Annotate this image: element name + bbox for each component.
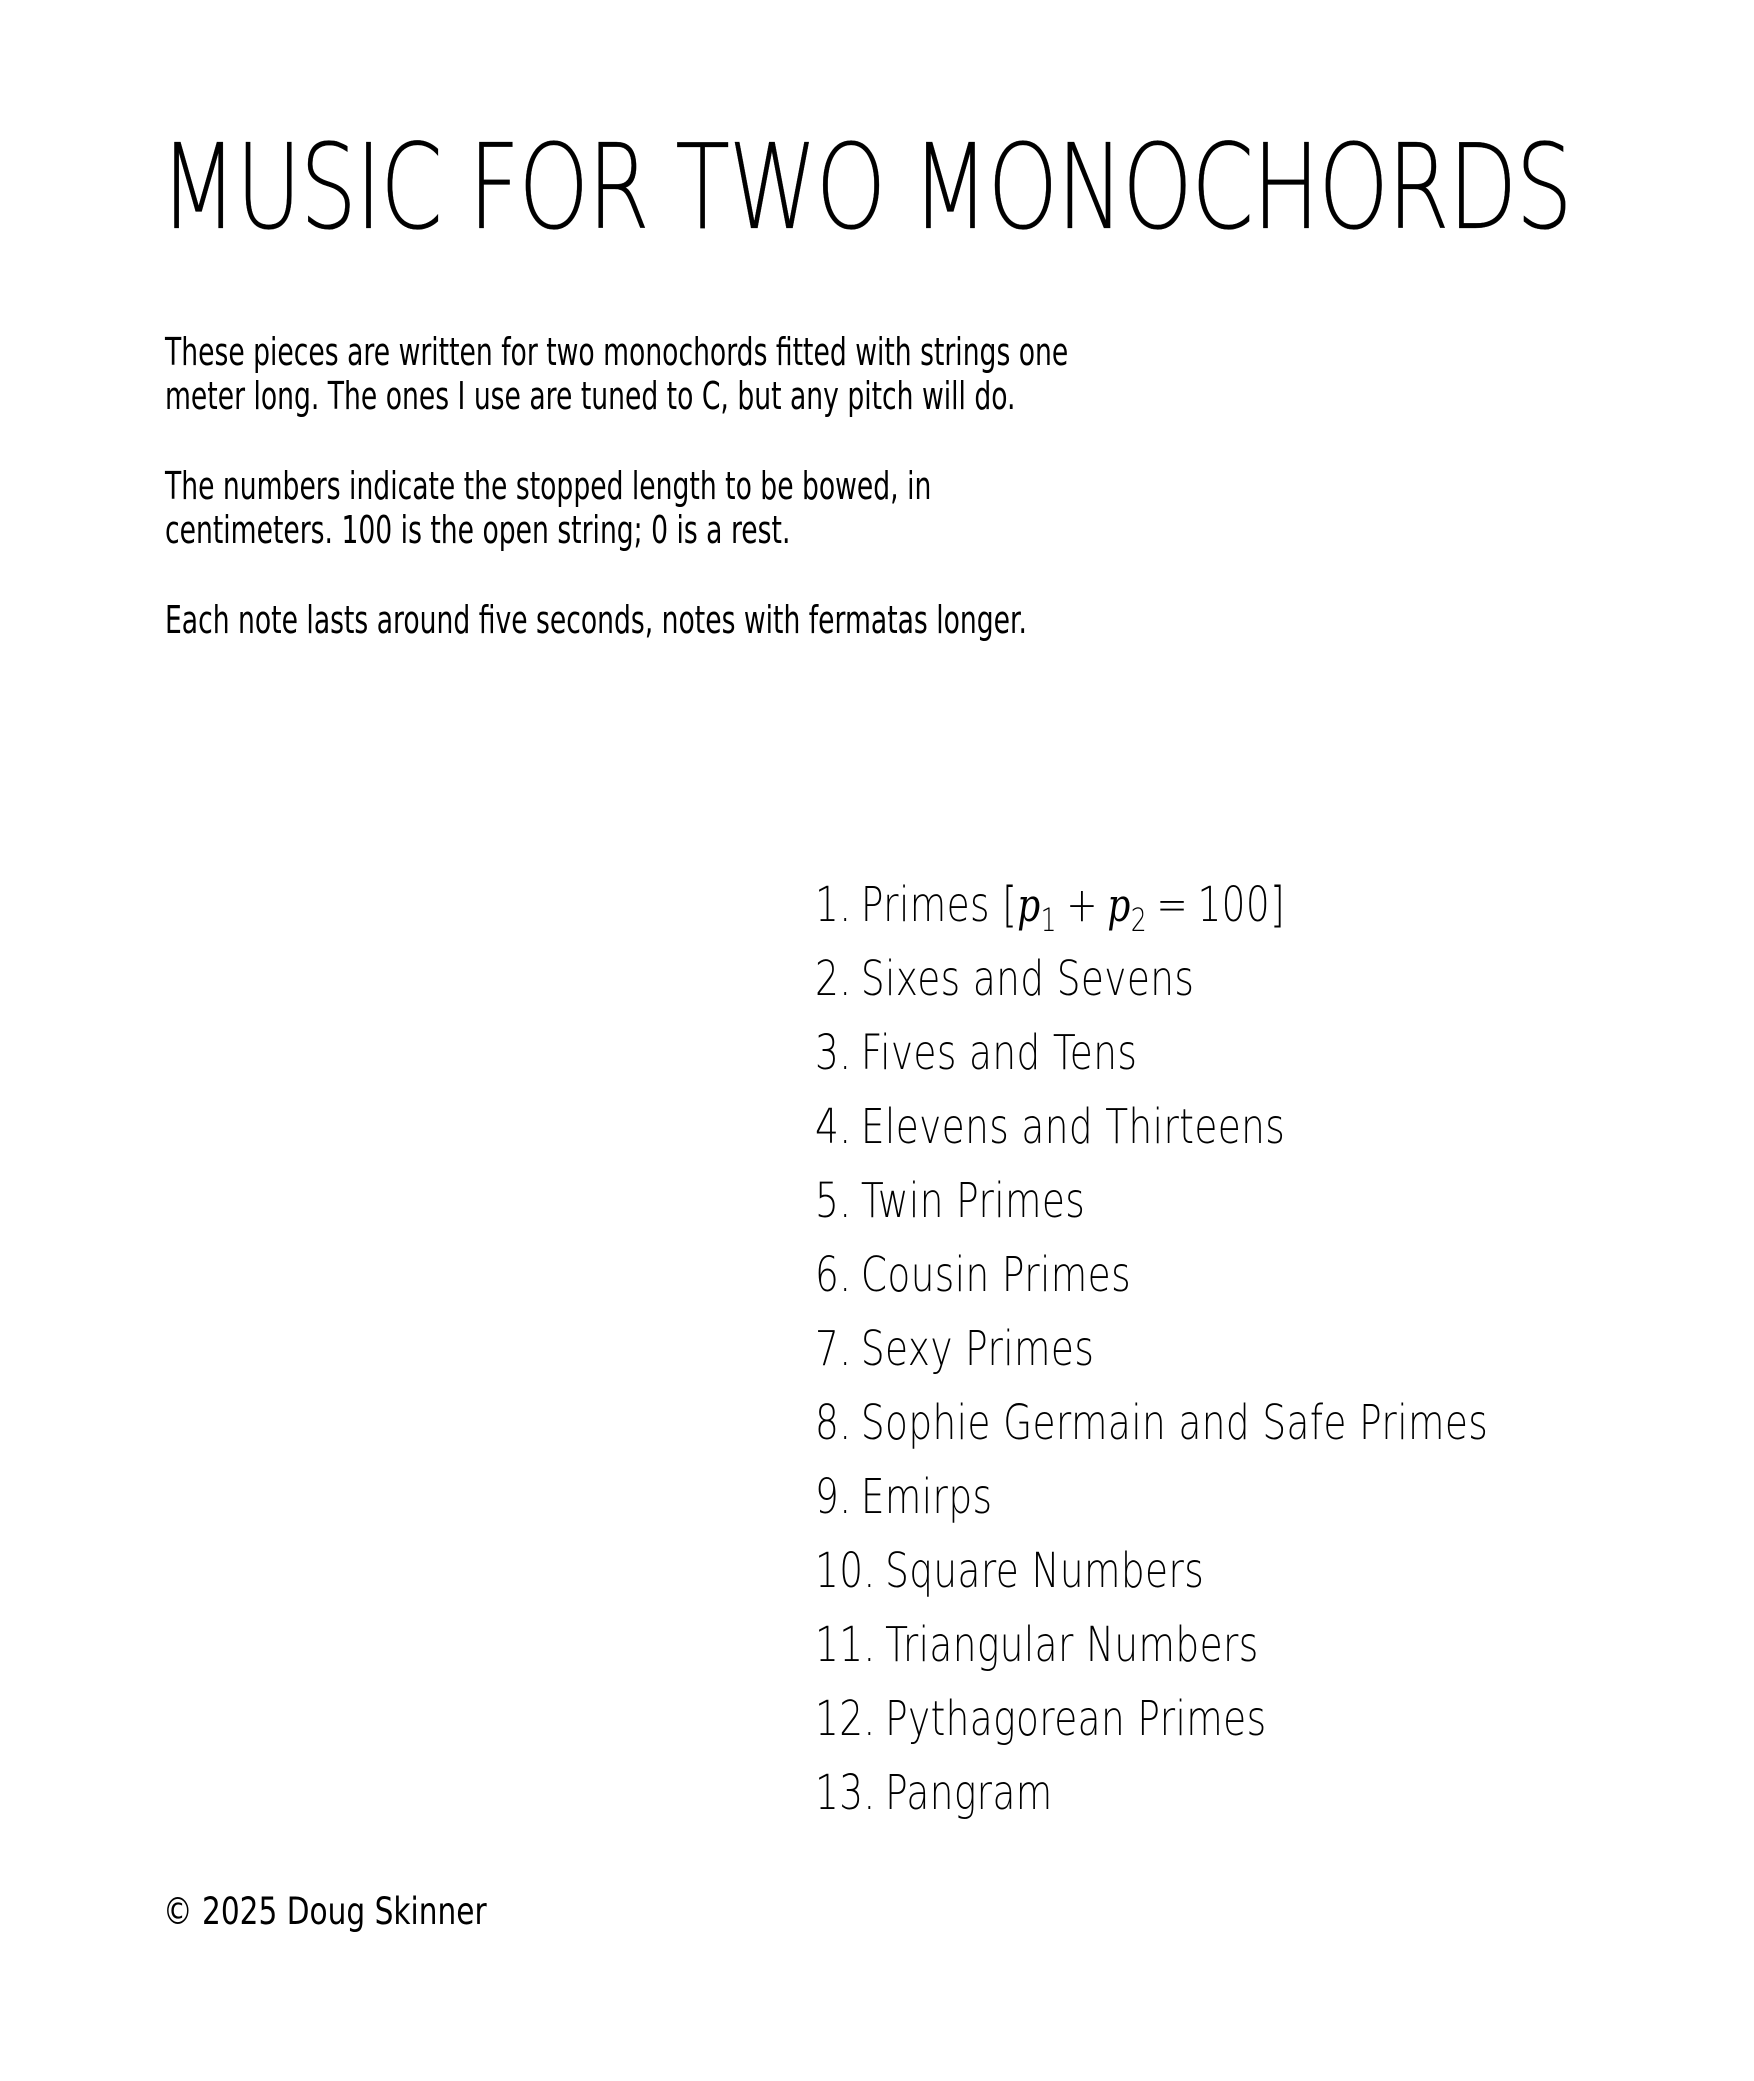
piece-item [815, 868, 1595, 942]
piece-item [815, 1016, 1595, 1090]
intro-line: The numbers indicate the stopped length to be bowed, in [165, 464, 932, 508]
piece-number: 12. [815, 1691, 876, 1747]
intro-paragraph-notation [165, 464, 1145, 552]
formula-subscript: 1 [1040, 901, 1057, 939]
piece-item [815, 1460, 1595, 1534]
intro-section [165, 330, 1145, 688]
piece-number: 7. [815, 1321, 852, 1377]
pieces-list [815, 868, 1595, 1830]
piece-title: Elevens and Thirteens [860, 1099, 1286, 1155]
piece-title: Sexy Primes [860, 1321, 1095, 1377]
piece-number: 13. [815, 1765, 876, 1821]
formula-value: 100 [1197, 877, 1271, 933]
piece-item [815, 1608, 1595, 1682]
piece-number: 11. [815, 1617, 876, 1673]
intro-paragraph-duration [165, 598, 1145, 642]
piece-number: 9. [815, 1469, 852, 1525]
piece-item [815, 1312, 1595, 1386]
piece-title: Pangram [885, 1765, 1053, 1821]
page-title: MUSIC FOR TWO MONOCHORDS [160, 118, 1572, 256]
piece-number: 4. [815, 1099, 852, 1155]
formula-plus: + [1066, 877, 1098, 933]
piece-title: Sixes and Sevens [860, 951, 1195, 1007]
piece-title: Emirps [860, 1469, 993, 1525]
formula-close-bracket: ] [1270, 877, 1286, 933]
intro-paragraph-instruments [165, 330, 1145, 418]
piece-number: 6. [815, 1247, 852, 1303]
piece-number: 5. [815, 1173, 852, 1229]
formula-variable: p [1107, 878, 1131, 932]
piece-formula [1002, 877, 1286, 939]
piece-title: Fives and Tens [860, 1025, 1138, 1081]
piece-number: 2. [815, 951, 852, 1007]
piece-title: Cousin Primes [860, 1247, 1131, 1303]
piece-number: 1. [815, 877, 852, 933]
copyright-notice: © 2025 Doug Skinner [163, 1890, 487, 1933]
piece-item [815, 1756, 1595, 1830]
piece-item [815, 1386, 1595, 1460]
piece-title: Triangular Numbers [885, 1617, 1259, 1673]
intro-line: centimeters. 100 is the open string; 0 is a rest. [165, 508, 791, 552]
piece-title: Primes [860, 877, 990, 933]
formula-equals: = [1156, 877, 1189, 933]
piece-item [815, 1164, 1595, 1238]
piece-number: 8. [815, 1395, 852, 1451]
formula-open-bracket: [ [1002, 877, 1018, 933]
piece-number: 3. [815, 1025, 852, 1081]
piece-number: 10. [815, 1543, 876, 1599]
piece-title: Twin Primes [860, 1173, 1086, 1229]
formula-variable: p [1017, 878, 1041, 932]
piece-item [815, 942, 1595, 1016]
piece-item [815, 1238, 1595, 1312]
intro-line: Each note lasts around five seconds, notes with fermatas longer. [165, 598, 1027, 642]
intro-line: meter long. The ones I use are tuned to C, but any pitch will do. [165, 374, 1016, 418]
formula-subscript: 2 [1130, 901, 1147, 939]
piece-item [815, 1090, 1595, 1164]
piece-title: Pythagorean Primes [885, 1691, 1267, 1747]
piece-item [815, 1682, 1595, 1756]
piece-item [815, 1534, 1595, 1608]
piece-title: Square Numbers [885, 1543, 1205, 1599]
piece-title: Sophie Germain and Safe Primes [860, 1395, 1489, 1451]
intro-line: These pieces are written for two monochords fitted with strings one [165, 330, 1069, 374]
